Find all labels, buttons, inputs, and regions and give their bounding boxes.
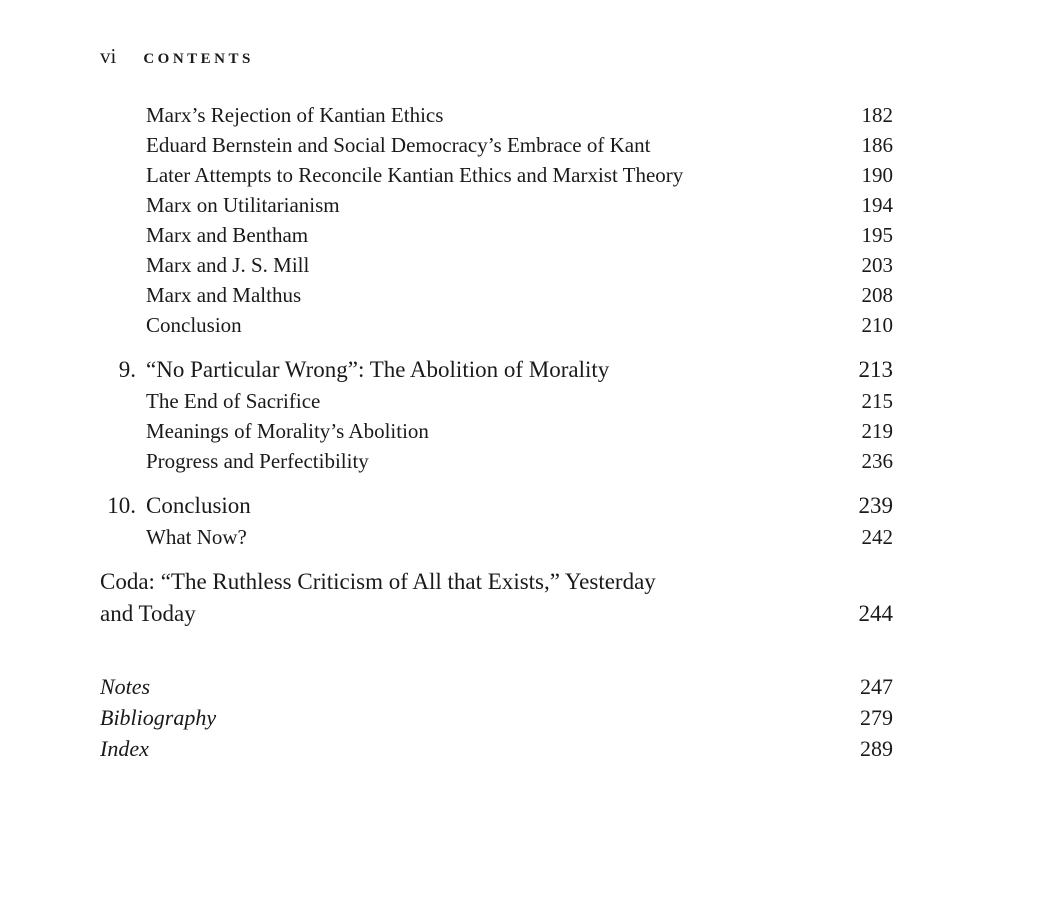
toc-entry-page: 195 [861,223,893,247]
chapter-title: “No Particular Wrong”: The Abolition of Morality [146,357,610,382]
toc-backmatter-entry [100,671,893,702]
toc-entry-label: Marx and J. S. Mill [146,253,310,277]
chapter-number: 10. [107,493,136,518]
toc-entry [100,446,893,476]
toc-entry-label: Marx and Bentham [146,223,309,247]
toc-entry-label: Marx’s Rejection of Kantian Ethics [146,103,444,127]
table-of-contents [100,100,893,764]
toc-entry-label: Eduard Bernstein and Social Democracy’s Embrace of Kant [146,133,651,157]
toc-entry [100,100,893,130]
coda-title-line1: Coda: “The Ruthless Criticism of All that Exists,” Yesterday [100,569,656,594]
toc-entry-label: Marx and Malthus [146,283,302,307]
toc-entry-page: 242 [861,525,893,549]
toc-backmatter-entry [100,702,893,733]
backmatter-section [100,671,893,764]
toc-entry [100,386,893,416]
toc-entry-page: 190 [861,163,893,187]
chapter-number: 9. [118,357,136,382]
toc-entry-page: 219 [861,419,893,443]
toc-entry-label: Meanings of Morality’s Abolition [146,419,429,443]
toc-entry-label: Index [100,736,149,761]
toc-entry-page: 210 [861,313,893,337]
toc-entry-page: 182 [861,103,893,127]
toc-entry [100,522,893,552]
running-head [100,44,893,71]
toc-entry-label: Later Attempts to Reconcile Kantian Ethics and Marxist Theory [146,163,684,187]
coda-title-line2: and Today [100,601,196,626]
toc-entry [100,190,893,220]
toc-entry [100,280,893,310]
toc-entry-page: 236 [861,449,893,473]
toc-entry-page: 279 [860,705,893,730]
toc-entry [100,250,893,280]
toc-entry-page: 194 [861,193,893,217]
toc-entry [100,160,893,190]
toc-entry [100,220,893,250]
toc-chapter-entry [100,489,893,522]
toc-entry-page: 213 [858,357,893,382]
toc-entry-page: 215 [861,389,893,413]
folio-page-number: vi [100,44,117,68]
toc-entry-label: What Now? [146,525,247,549]
toc-backmatter-entry [100,733,893,764]
toc-entry-page: 247 [860,674,893,699]
running-head-title: CONTENTS [143,51,254,67]
toc-entry-label: Marx on Utilitarianism [146,193,340,217]
chapter-title: Conclusion [146,493,251,518]
toc-entry-label: Bibliography [100,705,217,730]
toc-entry-page: 186 [861,133,893,157]
toc-entry-label: Notes [100,674,151,699]
toc-entry-page: 208 [861,283,893,307]
coda-title [100,566,847,630]
toc-entry [100,310,893,340]
toc-entry-page: 203 [861,253,893,277]
toc-entry-page: 239 [858,493,893,518]
toc-entry-label: Progress and Perfectibility [146,449,369,473]
toc-coda-entry [100,566,893,630]
toc-entry [100,130,893,160]
toc-entry [100,416,893,446]
toc-entry-label: The End of Sacrifice [146,389,321,413]
toc-entry-page: 244 [858,601,893,626]
toc-entry-label: Conclusion [146,313,242,337]
toc-entry-page: 289 [860,736,893,761]
toc-chapter-entry [100,353,893,386]
